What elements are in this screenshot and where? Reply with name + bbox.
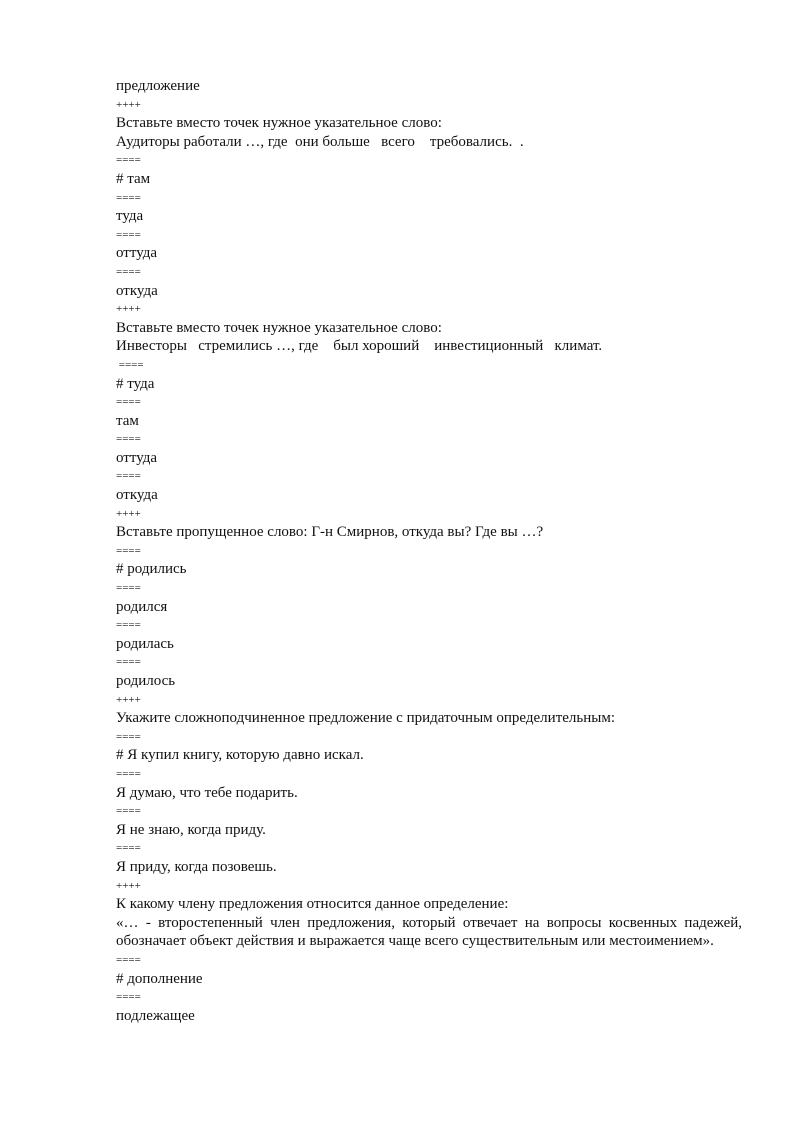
answer-separator: ====: [116, 582, 141, 595]
text-line: Инвесторы стремились …, где был хороший инвестиционный климат.: [116, 338, 603, 355]
text-line: родилась: [116, 635, 174, 652]
text-line: туда: [116, 208, 144, 225]
correct-answer-line: # там: [116, 170, 151, 187]
text-line: оттуда: [116, 449, 158, 466]
answer-separator: ====: [116, 991, 141, 1004]
correct-answer-line: # туда: [116, 375, 155, 392]
text-line: откуда: [116, 487, 158, 504]
answer-separator: ====: [116, 544, 141, 557]
text-line: Вставьте пропущенное слово: Г-н Смирнов, откуда вы? Где вы …?: [116, 524, 544, 541]
text-line: Укажите сложноподчиненное предложение с придаточным определительным:: [116, 710, 615, 727]
document-page: [116, 77, 742, 1025]
text-line: там: [116, 412, 139, 429]
answer-separator: ====: [116, 656, 141, 669]
answer-separator: ====: [116, 470, 141, 483]
text-line: К какому члену предложения относится данное определение:: [116, 896, 509, 913]
text-line: родилось: [116, 673, 176, 689]
answer-separator: ====: [116, 842, 141, 855]
answer-separator: ====: [116, 953, 141, 966]
question-separator: ++++: [116, 98, 141, 111]
text-line: подлежащее: [116, 1007, 195, 1024]
question-separator: ++++: [116, 693, 141, 706]
text-line: Я не знаю, когда приду.: [116, 821, 266, 838]
answer-separator: ====: [116, 265, 141, 278]
answer-separator: ====: [116, 358, 144, 371]
answer-separator: ====: [116, 767, 141, 780]
answer-separator: ====: [116, 228, 141, 241]
question-separator: ++++: [116, 879, 141, 892]
text-line: Я приду, когда позовешь.: [116, 858, 277, 875]
text-line: Вставьте вместо точек нужное указательное слово:: [116, 319, 442, 336]
text-line: Вставьте вместо точек нужное указательное слово:: [116, 115, 442, 132]
answer-separator: ====: [116, 154, 141, 167]
answer-separator: ====: [116, 433, 141, 446]
text-line: родился: [116, 598, 168, 615]
question-separator: ++++: [116, 507, 141, 520]
answer-separator: ====: [116, 396, 141, 409]
text-line: откуда: [116, 282, 158, 299]
answer-separator: ====: [116, 730, 141, 743]
correct-answer-line: # Я купил книгу, которую давно искал.: [116, 747, 364, 764]
answer-separator: ====: [116, 191, 141, 204]
answer-separator: ====: [116, 619, 141, 632]
correct-answer-line: # родились: [116, 561, 187, 578]
answer-separator: ====: [116, 805, 141, 818]
text-line: Я думаю, что тебе подарить.: [116, 784, 298, 801]
correct-answer-line: # дополнение: [116, 970, 203, 987]
text-line: оттуда: [116, 245, 158, 262]
text-line: Аудиторы работали …, где они больше всего требовались. .: [116, 133, 524, 150]
question-separator: ++++: [116, 303, 141, 316]
paragraph: «… - второстепенный член предложения, который отвечает на вопросы косвенных падежей, обозначает объект действия и выражается чаще всего существительным или местоимением».: [116, 914, 742, 950]
text-line: предложение: [116, 78, 200, 94]
